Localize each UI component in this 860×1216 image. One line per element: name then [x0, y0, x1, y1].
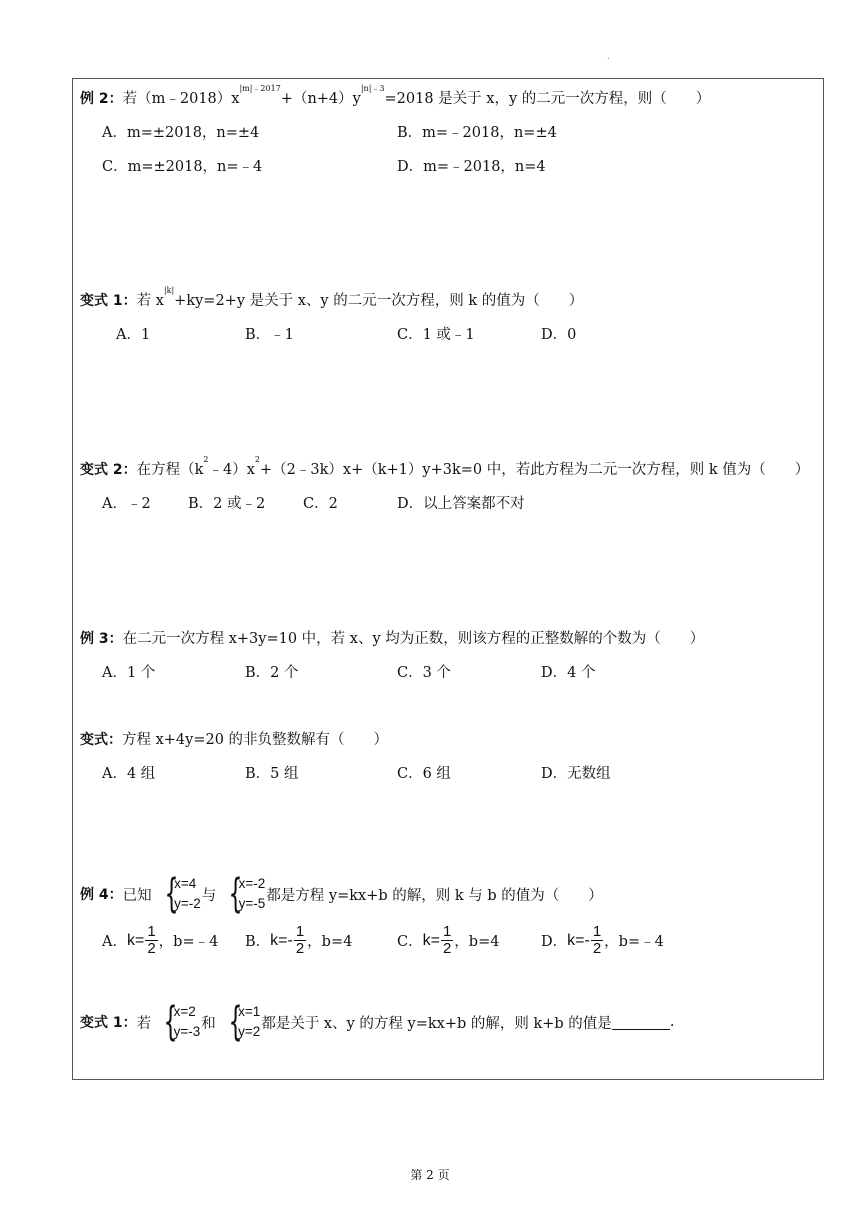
equation-system-2: { x=1 y=2: [228, 999, 261, 1045]
example-3-option-b: B．2 个: [245, 665, 299, 681]
example-3-label: 例 3：: [80, 631, 123, 647]
example-2-option-c: C．m=±2018，n=﹣4: [102, 159, 263, 175]
variant-3-option-a: A．4 组: [102, 766, 156, 782]
example-4-option-d: D． k=- $\frac{1}{2}$ ，b=﹣4: [541, 923, 664, 957]
left-brace-icon: {: [228, 999, 243, 1045]
variant-2-option-d: D．以上答案都不对: [397, 496, 525, 512]
fraction: $\frac{1}{2}$: [442, 923, 452, 957]
example-4-option-c: C． k= $\frac{1}{2}$ ，b=4: [397, 923, 500, 957]
variant-1-option-a: A．1: [116, 327, 151, 343]
example-2-label: 例 2：: [80, 91, 123, 107]
left-brace-icon: {: [164, 871, 179, 917]
variant-3-option-b: B．5 组: [245, 766, 299, 782]
fraction: $\frac{1}{2}$: [295, 923, 305, 957]
example-4-option-b: B． k=- $\frac{1}{2}$ ，b=4: [245, 923, 353, 957]
fraction: $\frac{1}{2}$: [592, 923, 602, 957]
variant-3-option-c: C．6 组: [397, 766, 451, 782]
variant-2-option-b: B．2 或﹣2: [188, 496, 266, 512]
example-4-label: 例 4：: [80, 887, 123, 903]
example-4-question: 例 4： 已知 { x=4 y=-2 与 { x=-2 y=-5 都是方程 y=kx+b 的解，则 k 与 b 的值为（ ）: [80, 871, 603, 917]
page-number: 第 2 页: [410, 1168, 450, 1182]
equation-system-2: { x=-2 y=-5: [228, 871, 266, 917]
variant-2-label: 变式 2：: [80, 462, 137, 478]
variant-2-question: 变式 2：在方程$(k^2﹣4)x^2+(2﹣3k)x+(k+1)y+3k=0$ 中，若此方程为二元一次方程，则 k 值为（ ）: [80, 455, 810, 478]
variant-3-label: 变式：: [80, 732, 122, 748]
variant-1-question: 变式 1：若 $x^{|k|}+ky=2+y$ 是关于 x、y 的二元一次方程，则 k 的值为（ ）: [80, 286, 584, 309]
example-3-question: 例 3：在二元一次方程 x+3y=10 中，若 x、y 均为正数，则该方程的正整数解的个数为（ ）: [80, 631, 705, 647]
variant-1-option-c: C．1 或﹣1: [397, 327, 475, 343]
example-3-option-a: A．1 个: [102, 665, 156, 681]
variant-2-option-a: A．﹣2: [102, 496, 151, 512]
variant-1-option-b: B．﹣1: [245, 327, 294, 343]
fraction: $\frac{1}{2}$: [147, 923, 156, 957]
variant-1-label: 变式 1：: [80, 293, 137, 309]
example-2-question: 例 2：若$(m﹣2018)x^{|m|﹣2017}+(n+4)y^{|n|﹣3}=2018$ 是关于 x，y 的二元一次方程，则（ ）: [80, 84, 711, 107]
example-3-option-c: C．3 个: [397, 665, 451, 681]
variant-3-question: 变式：方程 x+4y=20 的非负整数解有（ ）: [80, 732, 389, 748]
equation-system-1: { x=2 y=-3: [163, 999, 201, 1045]
equation-system-1: { x=4 y=-2: [164, 871, 201, 917]
example-2-option-a: A．m=±2018，n=±4: [102, 125, 260, 141]
example-4-option-a: A． k= $\frac{1}{2}$ ，b=﹣4: [102, 923, 219, 957]
variant-4-question: 变式 1： 若 { x=2 y=-3 和 { x=1 y=2 都是关于 x、y 的方程 y=kx+b 的解，则 k+b 的值是 .: [80, 999, 675, 1045]
variant-4-label: 变式 1：: [80, 1015, 137, 1031]
example-2-option-b: B．m=﹣2018，n=±4: [397, 125, 557, 141]
left-brace-icon: {: [163, 999, 178, 1045]
variant-1-option-d: D．0: [541, 327, 577, 343]
example-2-option-d: D．m=﹣2018，n=4: [397, 159, 546, 175]
left-brace-icon: {: [228, 871, 243, 917]
variant-2-option-c: C．2: [303, 496, 338, 512]
corner-mark: .: [607, 52, 610, 61]
variant-3-option-d: D．无数组: [541, 766, 611, 782]
example-3-option-d: D．4 个: [541, 665, 596, 681]
answer-blank: [612, 1015, 670, 1030]
